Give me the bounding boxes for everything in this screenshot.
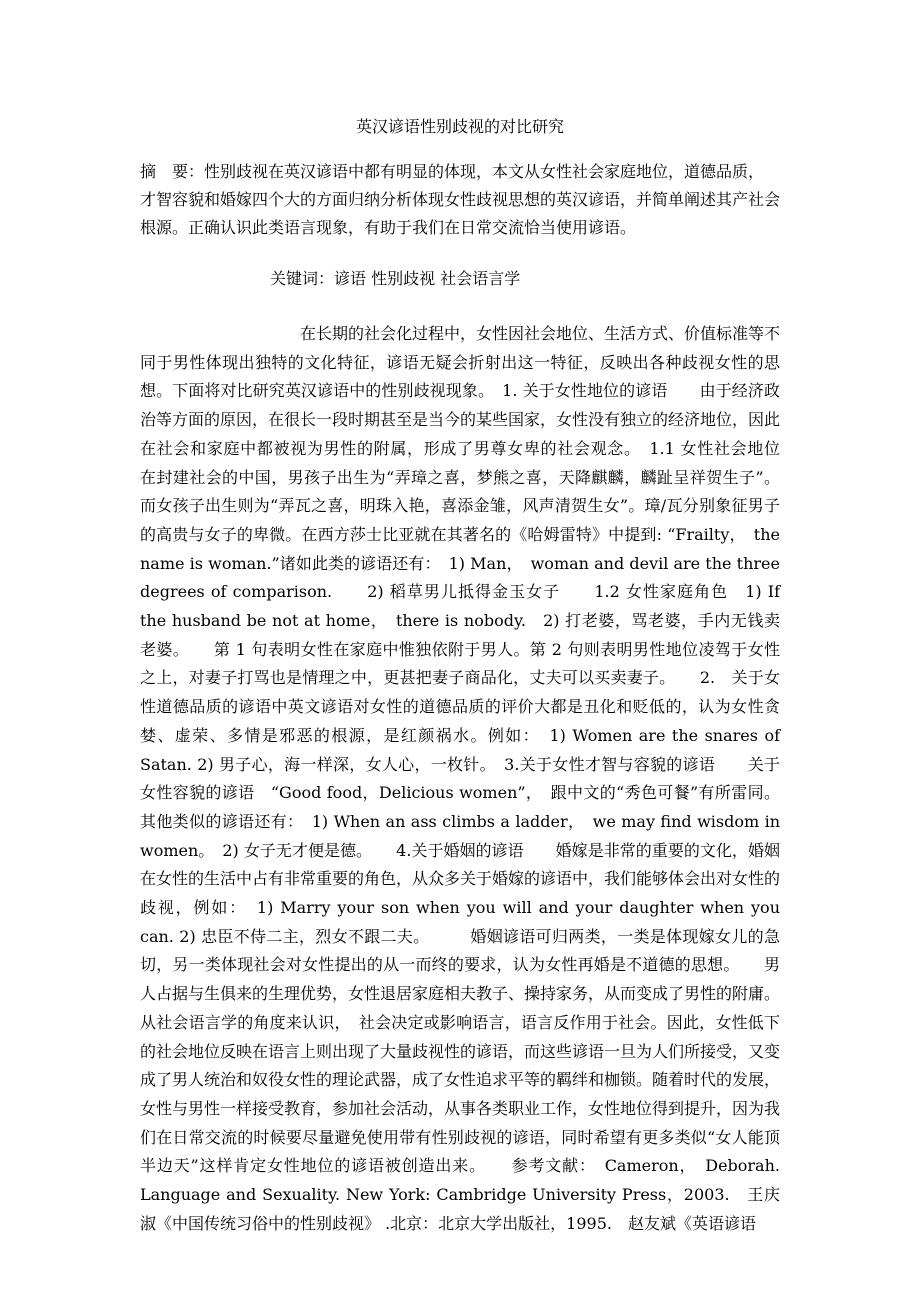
keywords-label: 关键词： [270, 269, 335, 288]
body-text [140, 320, 813, 1239]
keywords [270, 268, 520, 290]
abstract-text: 性别歧视在英汉谚语中都有明显的体现，本文从女性社会家庭地位，道德品质，才智容貌和婚嫁四个大的方面归纳分析体现女性歧视思想的英汉谚语，并简单阐述其产社会根源。正确认识此类语言现象，有助于我们在日常交流恰当使用谚语。 [140, 162, 781, 237]
abstract-label: 摘 要： [140, 162, 205, 181]
body-paragraph: 在长期的社会化过程中，女性因社会地位、生活方式、价值标准等不同于男性体现出独特的文化特征，谚语无疑会折射出这一特征，反映出各种歧视女性的思想。下面将对比研究英汉谚语中的性别歧视现象。 1. 关于女性地位的谚语 由于经济政治等方面的原因，在很长一段时期甚至是当今的某些国家，女性没有独立的经济地位，因此在社会和家庭中都被视为男性的附属，形成了男尊女卑的社会观念。 1.1 女性社会地位 在封建社会的中国，男孩子出生为“弄璋之喜，梦熊之喜，天降麒麟，麟趾呈祥贺生子”。而女孩子出生则为“弄瓦之喜，明珠入艳，喜添金雏，风声清贺生女”。璋/瓦分别象征男子的高贵与女子的卑微。在西方莎士比亚就在其著名的《哈姆雷特》中提到: “Frailty， the name is woman.”诸如此类的谚语还有： 1) Man， woman and devil are the three degrees of comparison. 2) 稻草男儿抵得金玉女子 1.2 女性家庭角色 1) If the husband be not at home， there is nobody. 2) 打老婆，骂老婆，手内无钱卖老婆。 第 1 句表明女性在家庭中惟独依附于男人。第 2 句则表明男性地位凌驾于女性之上，对妻子打骂也是情理之中，更甚把妻子商品化，丈夫可以买卖妻子。 2. 关于女性道德品质的谚语中英文谚语对女性的道德品质的评价大都是丑化和贬低的，认为女性贪婪、虚荣、多情是邪恶的根源，是红颜祸水。例如： 1) Women are the snares of Satan. 2) 男子心，海一样深，女人心，一枚针。 3.关于女性才智与容貌的谚语 关于女性容貌的谚语 “Good food，Delicious women”， 跟中文的“秀色可餐”有所雷同。其他类似的谚语还有： 1) When an ass climbs a ladder， we may find wisdom in women。 2) 女子无才便是德。 4.关于婚姻的谚语 婚嫁是非常的重要的文化，婚姻在女性的生活中占有非常重要的角色，从众多关于婚嫁的谚语中，我们能够体会出对女性的歧视，例如： 1) Marry your son when you will and your daughter when you can. 2) 忠臣不侍二主，烈女不跟二夫。 婚姻谚语可归两类，一类是体现嫁女儿的急切，另一类体现社会对女性提出的从一而终的要求，认为女性再婚是不道德的思想。 男人占据与生俱来的生理优势，女性退居家庭相夫教子、操持家务，从而变成了男性的附庸。从社会语言学的角度来认识， 社会决定或影响语言，语言反作用于社会。因此，女性低下的社会地位反映在语言上则出现了大量歧视性的谚语，而这些谚语一旦为人们所接受，又变成了男人统治和奴役女性的理论武器，成了女性追求平等的羁绊和枷锁。随着时代的发展，女性与男性一样接受教育，参加社会活动，从事各类职业工作，女性地位得到提升，因为我们在日常交流的时候要尽量避免使用带有性别歧视的谚语，同时希望有更多类似“女人能顶半边天”这样肯定女性地位的谚语被创造出来。 参考文献： Cameron， Deborah. Language and Sexuality. New York: Cambridge University Press，2003. 王庆淑《中国传统习俗中的性别歧视》 .北京：北京大学出版社，1995. 赵友斌《英语谚语 [140, 324, 813, 1233]
keywords-text: 谚语 性别歧视 社会语言学 [334, 269, 521, 288]
page-title: 英汉谚语性别歧视的对比研究 [355, 117, 564, 136]
abstract [140, 158, 780, 242]
